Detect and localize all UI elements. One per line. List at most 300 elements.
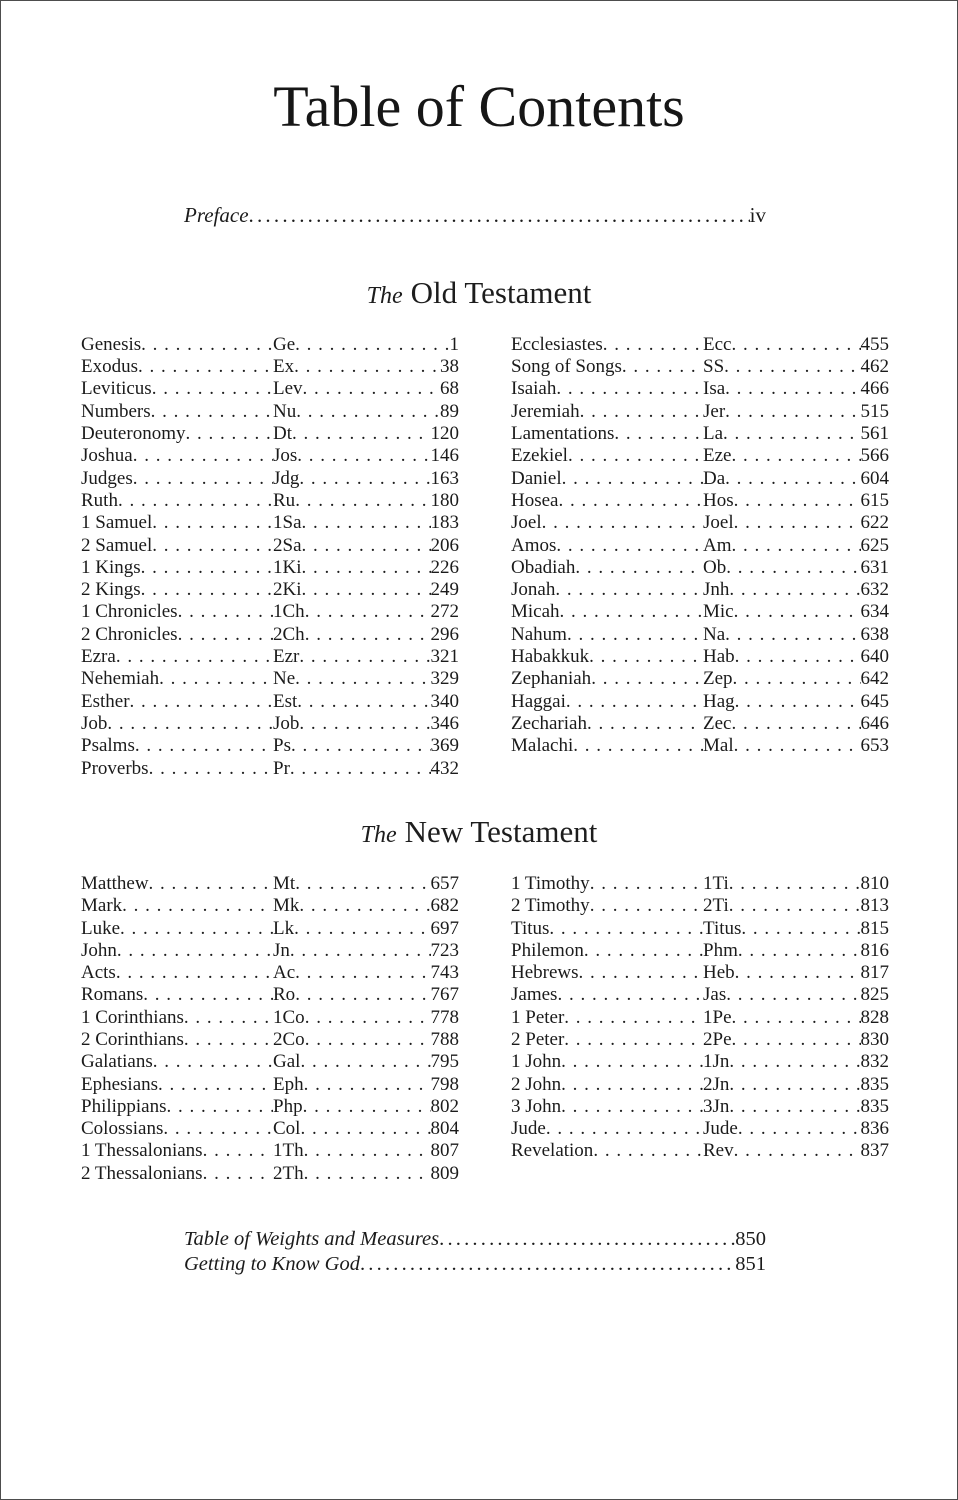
- dot-leader: [603, 334, 703, 356]
- dot-leader: [118, 490, 273, 512]
- toc-entry: [81, 423, 459, 445]
- toc-entry: [511, 535, 889, 557]
- dot-leader: [302, 557, 431, 579]
- back-matter-list: [184, 1227, 766, 1276]
- dot-leader: [590, 873, 703, 895]
- dot-leader: [738, 1118, 861, 1140]
- toc-entry: [81, 624, 459, 646]
- book-page-number: 566: [860, 445, 889, 467]
- book-abbreviation: Dt: [273, 423, 292, 445]
- book-name: Malachi: [511, 735, 574, 757]
- book-abbreviation: Mic: [703, 601, 734, 623]
- toc-entry: [81, 490, 459, 512]
- toc-entry: [511, 646, 889, 668]
- toc-entry: [81, 646, 459, 668]
- toc-entry: [511, 624, 889, 646]
- dot-leader: [734, 735, 861, 757]
- book-page-number: 369: [430, 735, 459, 757]
- book-page-number: 837: [860, 1140, 889, 1162]
- book-name: Exodus: [81, 356, 138, 378]
- new-testament-right-column: [511, 873, 889, 1185]
- toc-entry: [81, 401, 459, 423]
- book-abbreviation: 2Ki: [273, 579, 302, 601]
- book-abbreviation: Pr: [273, 757, 290, 779]
- dot-leader: [120, 918, 273, 940]
- dot-leader: [149, 873, 273, 895]
- book-abbreviation: Jos: [273, 445, 298, 467]
- book-page-number: 743: [430, 962, 459, 984]
- toc-entry: [511, 468, 889, 490]
- book-page-number: 825: [860, 984, 889, 1006]
- book-abbreviation: 2Ch: [273, 623, 305, 645]
- dot-leader: [560, 601, 703, 623]
- book-abbreviation: Hab: [703, 646, 735, 668]
- dot-leader: [295, 984, 430, 1006]
- book-page-number: 272: [430, 601, 459, 623]
- book-abbreviation: Jas: [703, 984, 727, 1006]
- dot-leader: [296, 401, 440, 423]
- book-page-number: 625: [860, 534, 889, 556]
- book-page-number: 146: [430, 445, 459, 467]
- book-name: Job: [81, 712, 108, 734]
- dot-leader: [152, 378, 273, 400]
- book-name: Lamentations: [511, 423, 615, 445]
- toc-entry: [81, 445, 459, 467]
- dot-leader: [614, 423, 703, 445]
- dot-leader: [299, 646, 430, 668]
- dot-leader: [549, 918, 703, 940]
- toc-entry: [511, 445, 889, 467]
- book-abbreviation: Hag: [703, 690, 735, 712]
- book-abbreviation: 2Jn: [703, 1073, 730, 1095]
- book-name: Jeremiah: [511, 400, 580, 422]
- toc-entry: [81, 918, 459, 940]
- dot-leader: [729, 895, 861, 917]
- dot-leader: [726, 984, 860, 1006]
- dot-leader: [152, 535, 273, 557]
- book-name: 1 Samuel: [81, 512, 153, 534]
- book-abbreviation: Ex: [273, 356, 295, 378]
- dot-leader: [590, 895, 703, 917]
- book-name: Joel: [511, 512, 542, 534]
- dot-leader: [295, 668, 430, 690]
- back-matter-page-number: 851: [735, 1252, 766, 1275]
- book-name: Nehemiah: [81, 668, 160, 690]
- book-page-number: 120: [430, 423, 459, 445]
- dot-leader: [732, 1007, 861, 1029]
- book-page-number: 807: [430, 1140, 459, 1162]
- dot-leader: [303, 1096, 431, 1118]
- toc-entry: [81, 512, 459, 534]
- book-page-number: 206: [430, 534, 459, 556]
- dot-leader: [735, 691, 861, 713]
- toc-entry: [511, 1140, 889, 1162]
- book-abbreviation: Nu: [273, 400, 297, 422]
- book-abbreviation: Mt: [273, 872, 296, 894]
- book-name: 2 John: [511, 1073, 562, 1095]
- toc-entry: [81, 1029, 459, 1051]
- book-name: Galatians: [81, 1051, 153, 1073]
- dot-leader: [304, 1140, 431, 1162]
- dot-leader: [141, 334, 273, 356]
- book-page-number: 697: [430, 917, 459, 939]
- book-abbreviation: Mal: [703, 735, 734, 757]
- book-name: 2 Samuel: [81, 534, 153, 556]
- dot-leader: [133, 445, 273, 467]
- dot-leader: [556, 535, 703, 557]
- book-name: 2 Timothy: [511, 895, 590, 917]
- toc-entry: [81, 668, 459, 690]
- dot-leader: [734, 601, 861, 623]
- toc-entry: [511, 334, 889, 356]
- book-page-number: 813: [860, 895, 889, 917]
- dot-leader: [305, 601, 431, 623]
- toc-entry: [81, 1051, 459, 1073]
- book-abbreviation: Jnh: [703, 579, 730, 601]
- back-matter-entry: [184, 1227, 766, 1252]
- book-name: Philippians: [81, 1095, 167, 1117]
- book-abbreviation: Ob: [703, 556, 727, 578]
- book-name: Daniel: [511, 467, 562, 489]
- book-page-number: 226: [430, 556, 459, 578]
- book-abbreviation: Ne: [273, 668, 296, 690]
- book-page-number: 604: [860, 467, 889, 489]
- book-name: 1 Chronicles: [81, 601, 178, 623]
- toc-entry: [511, 1029, 889, 1051]
- book-abbreviation: Ro: [273, 984, 296, 1006]
- book-abbreviation: Ps: [273, 735, 291, 757]
- book-abbreviation: Ge: [273, 333, 296, 355]
- toc-entry: [81, 758, 459, 780]
- book-page-number: 321: [430, 646, 459, 668]
- dot-leader: [729, 873, 861, 895]
- dot-leader: [733, 668, 861, 690]
- dot-leader: [304, 1074, 431, 1096]
- dot-leader: [360, 1252, 735, 1277]
- dot-leader: [726, 557, 860, 579]
- book-name: Psalms: [81, 735, 135, 757]
- book-name: Hosea: [511, 489, 559, 511]
- book-page-number: 455: [860, 333, 889, 355]
- dot-leader: [184, 1029, 273, 1051]
- dot-leader: [567, 624, 703, 646]
- toc-entry: [511, 691, 889, 713]
- dot-leader: [135, 735, 273, 757]
- toc-entry: [81, 1163, 459, 1185]
- dot-leader: [295, 334, 449, 356]
- book-page-number: 828: [860, 1006, 889, 1028]
- dot-leader: [149, 758, 273, 780]
- book-page-number: 817: [860, 962, 889, 984]
- dot-leader: [579, 962, 703, 984]
- dot-leader: [575, 557, 703, 579]
- dot-leader: [725, 624, 860, 646]
- dot-leader: [735, 646, 861, 668]
- book-name: Zephaniah: [511, 668, 592, 690]
- book-name: Nahum: [511, 623, 567, 645]
- back-matter-page-number: 850: [735, 1228, 766, 1251]
- book-abbreviation: Ru: [273, 489, 296, 511]
- toc-entry: [81, 873, 459, 895]
- dot-leader: [152, 512, 273, 534]
- dot-leader: [294, 918, 430, 940]
- toc-entry: [81, 334, 459, 356]
- dot-leader: [122, 895, 273, 917]
- old-testament-list: [81, 334, 889, 780]
- dot-leader: [735, 962, 861, 984]
- book-abbreviation: Zep: [703, 668, 733, 690]
- book-abbreviation: 1Th: [273, 1140, 304, 1162]
- book-abbreviation: Est: [273, 690, 298, 712]
- book-abbreviation: Mk: [273, 895, 300, 917]
- book-abbreviation: Joel: [703, 512, 734, 534]
- dot-leader: [564, 1007, 703, 1029]
- dot-leader: [591, 668, 703, 690]
- preface-label: Preface: [184, 202, 249, 227]
- book-abbreviation: Jn: [273, 939, 290, 961]
- book-page-number: 810: [860, 872, 889, 894]
- book-page-number: 622: [860, 512, 889, 534]
- dot-leader: [138, 356, 273, 378]
- book-page-number: 466: [860, 378, 889, 400]
- toc-entry: [511, 512, 889, 534]
- book-page-number: 657: [430, 872, 459, 894]
- dot-leader: [593, 1140, 703, 1162]
- back-matter-entry: [184, 1252, 766, 1277]
- dot-leader: [729, 579, 860, 601]
- book-name: Matthew: [81, 872, 149, 894]
- book-name: Joshua: [81, 445, 133, 467]
- dot-leader: [178, 601, 273, 623]
- book-abbreviation: Am: [703, 534, 732, 556]
- dot-leader: [297, 445, 430, 467]
- back-matter-label: Getting to Know God: [184, 1252, 360, 1275]
- dot-leader: [741, 918, 860, 940]
- dot-leader: [153, 1051, 273, 1073]
- old-testament-right-column: [511, 334, 889, 780]
- book-abbreviation: Lk: [273, 917, 295, 939]
- toc-entry: [81, 601, 459, 623]
- book-name: Colossians: [81, 1118, 164, 1140]
- dot-leader: [732, 1029, 861, 1051]
- toc-entry: [81, 713, 459, 735]
- dot-leader: [116, 962, 273, 984]
- dot-leader: [729, 1051, 860, 1073]
- book-page-number: 804: [430, 1118, 459, 1140]
- dot-leader: [151, 401, 273, 423]
- book-page-number: 646: [860, 712, 889, 734]
- book-page-number: 642: [860, 668, 889, 690]
- book-page-number: 816: [860, 939, 889, 961]
- book-page-number: 346: [430, 712, 459, 734]
- dot-leader: [731, 334, 860, 356]
- toc-entry: [511, 490, 889, 512]
- book-abbreviation: Hos: [703, 489, 734, 511]
- dot-leader: [302, 579, 431, 601]
- dot-leader: [295, 873, 430, 895]
- book-name: 3 John: [511, 1095, 562, 1117]
- book-name: Luke: [81, 917, 121, 939]
- book-name: Jude: [511, 1118, 546, 1140]
- book-page-number: 632: [860, 579, 889, 601]
- book-abbreviation: Heb: [703, 962, 735, 984]
- dot-leader: [731, 445, 860, 467]
- back-matter-label: Table of Weights and Measures: [184, 1228, 440, 1251]
- book-abbreviation: 1Jn: [703, 1051, 730, 1073]
- dot-leader: [294, 356, 440, 378]
- toc-entry: [81, 579, 459, 601]
- book-abbreviation: 3Jn: [703, 1095, 730, 1117]
- book-name: Obadiah: [511, 556, 576, 578]
- book-abbreviation: Jer: [703, 400, 726, 422]
- book-page-number: 802: [430, 1095, 459, 1117]
- dot-leader: [732, 535, 861, 557]
- book-abbreviation: 2Ti: [703, 895, 729, 917]
- book-name: Haggai: [511, 690, 566, 712]
- toc-entry: [511, 356, 889, 378]
- toc-entry: [81, 468, 459, 490]
- book-abbreviation: Job: [273, 712, 300, 734]
- dot-leader: [439, 1227, 735, 1252]
- dot-leader: [249, 203, 750, 228]
- dot-leader: [158, 1074, 273, 1096]
- dot-leader: [734, 1140, 861, 1162]
- toc-entry: [81, 1074, 459, 1096]
- book-name: Hebrews: [511, 962, 579, 984]
- toc-entry: [81, 895, 459, 917]
- dot-leader: [557, 984, 703, 1006]
- book-page-number: 723: [430, 939, 459, 961]
- toc-entry: [511, 735, 889, 757]
- toc-entry: [81, 962, 459, 984]
- book-name: Ecclesiastes: [511, 333, 603, 355]
- book-page-number: 183: [430, 512, 459, 534]
- book-name: 1 Peter: [511, 1006, 565, 1028]
- book-page-number: 645: [860, 690, 889, 712]
- dot-leader: [587, 713, 703, 735]
- book-name: Judges: [81, 467, 133, 489]
- toc-entry: [511, 579, 889, 601]
- dot-leader: [133, 468, 273, 490]
- dot-leader: [580, 401, 703, 423]
- dot-leader: [734, 512, 861, 534]
- book-name: Mark: [81, 895, 123, 917]
- book-abbreviation: 1Ch: [273, 601, 305, 623]
- dot-leader: [141, 557, 273, 579]
- dot-leader: [290, 758, 431, 780]
- book-abbreviation: Da: [703, 467, 726, 489]
- book-page-number: 340: [430, 690, 459, 712]
- dot-leader: [561, 1074, 703, 1096]
- dot-leader: [558, 490, 703, 512]
- toc-entry: [81, 378, 459, 400]
- dot-leader: [295, 490, 430, 512]
- book-page-number: 68: [440, 378, 459, 400]
- dot-leader: [304, 1163, 431, 1185]
- toc-entry: [81, 691, 459, 713]
- book-name: Proverbs: [81, 757, 149, 779]
- book-page-number: 38: [440, 356, 459, 378]
- dot-leader: [299, 468, 430, 490]
- book-name: James: [511, 984, 558, 1006]
- book-page-number: 180: [430, 489, 459, 511]
- new-testament-list: [81, 873, 889, 1185]
- book-abbreviation: 1Ti: [703, 872, 729, 894]
- book-abbreviation: 1Pe: [703, 1006, 732, 1028]
- book-name: Genesis: [81, 333, 142, 355]
- book-page-number: 615: [860, 489, 889, 511]
- dot-leader: [561, 1051, 703, 1073]
- toc-entry: [511, 601, 889, 623]
- toc-entry: [511, 1051, 889, 1073]
- book-name: Zechariah: [511, 712, 587, 734]
- book-page-number: 798: [430, 1073, 459, 1095]
- book-page-number: 296: [430, 623, 459, 645]
- preface-entry: [184, 203, 766, 228]
- dot-leader: [141, 579, 273, 601]
- book-abbreviation: 2Co: [273, 1029, 305, 1050]
- dot-leader: [725, 401, 860, 423]
- book-abbreviation: 2Sa: [273, 534, 302, 556]
- book-abbreviation: 1Co: [273, 1006, 305, 1028]
- book-page-number: 835: [860, 1073, 889, 1095]
- book-abbreviation: Php: [273, 1095, 303, 1117]
- toc-entry: [511, 984, 889, 1006]
- book-abbreviation: Gal: [273, 1051, 301, 1073]
- new-testament-left-column: [81, 873, 459, 1185]
- dot-leader: [738, 940, 861, 962]
- book-page-number: 830: [860, 1029, 889, 1050]
- dot-leader: [290, 940, 431, 962]
- toc-entry: [81, 1118, 459, 1140]
- dot-leader: [724, 356, 860, 378]
- book-name: Song of Songs: [511, 356, 622, 378]
- toc-entry: [511, 962, 889, 984]
- book-abbreviation: SS: [703, 356, 725, 378]
- toc-entry: [511, 713, 889, 735]
- toc-entry: [81, 1140, 459, 1162]
- book-abbreviation: Ezr: [273, 646, 300, 668]
- dot-leader: [300, 1051, 430, 1073]
- dot-leader: [143, 984, 273, 1006]
- book-abbreviation: Jude: [703, 1118, 738, 1140]
- book-name: 2 Peter: [511, 1029, 565, 1050]
- toc-entry: [511, 557, 889, 579]
- book-page-number: 788: [430, 1029, 459, 1050]
- toc-entry: [511, 918, 889, 940]
- book-name: Deuteronomy: [81, 423, 186, 445]
- book-page-number: 795: [430, 1051, 459, 1073]
- dot-leader: [725, 378, 860, 400]
- book-page-number: 329: [430, 668, 459, 690]
- dot-leader: [299, 713, 430, 735]
- dot-leader: [302, 512, 431, 534]
- dot-leader: [729, 1074, 860, 1096]
- toc-entry: [511, 1118, 889, 1140]
- dot-leader: [555, 579, 703, 601]
- book-page-number: 836: [860, 1118, 889, 1140]
- book-name: 1 Thessalonians: [81, 1140, 203, 1162]
- book-name: 2 Chronicles: [81, 623, 178, 645]
- book-name: Leviticus: [81, 378, 152, 400]
- dot-leader: [163, 1118, 273, 1140]
- toc-entry: [81, 557, 459, 579]
- book-page-number: 515: [860, 400, 889, 422]
- old-testament-left-column: [81, 334, 459, 780]
- book-page-number: 634: [860, 601, 889, 623]
- book-abbreviation: Isa: [703, 378, 726, 400]
- toc-entry: [511, 940, 889, 962]
